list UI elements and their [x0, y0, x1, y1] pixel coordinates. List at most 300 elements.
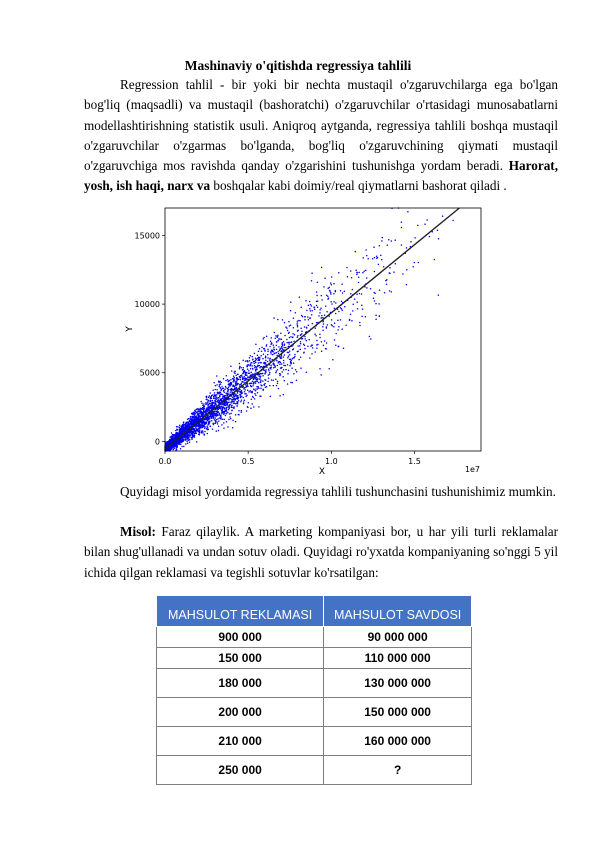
scatter-point	[219, 393, 221, 395]
scatter-point	[438, 238, 440, 240]
scatter-point	[213, 406, 215, 408]
scatter-point	[244, 380, 246, 382]
scatter-point	[193, 435, 195, 437]
intro-paragraph	[84, 75, 558, 197]
scatter-point	[277, 351, 279, 353]
scatter-point	[232, 420, 234, 422]
scatter-point	[369, 336, 371, 338]
scatter-point	[241, 396, 243, 398]
scatter-point	[330, 301, 332, 303]
scatter-point	[220, 418, 222, 420]
scatter-point	[258, 386, 260, 388]
scatter-point	[381, 259, 383, 261]
scatter-point	[262, 389, 264, 391]
scatter-point	[267, 357, 269, 359]
scatter-point	[375, 319, 377, 321]
scatter-point	[308, 339, 310, 341]
scatter-point	[261, 347, 263, 349]
scatter-point	[255, 343, 257, 345]
scatter-point	[241, 399, 243, 401]
scatter-point	[287, 383, 289, 385]
scatter-point	[297, 335, 299, 337]
scatter-point	[288, 321, 290, 323]
scatter-point	[281, 347, 283, 349]
scatter-point	[208, 423, 210, 425]
scatter-point	[184, 428, 186, 430]
scatter-point	[248, 402, 250, 404]
scatter-point	[240, 391, 242, 393]
scatter-point	[180, 426, 182, 428]
scatter-point	[214, 394, 216, 396]
scatter-point	[186, 425, 188, 427]
scatter-point	[373, 298, 375, 300]
scatter-point	[231, 400, 233, 402]
scatter-point	[213, 402, 215, 404]
scatter-point	[209, 395, 211, 397]
scatter-point	[301, 333, 303, 335]
scatter-point	[374, 271, 376, 273]
scatter-point	[183, 446, 185, 448]
scatter-point	[333, 301, 335, 303]
scatter-point	[222, 406, 224, 408]
scatter-point	[240, 401, 242, 403]
scatter-point	[310, 304, 312, 306]
scatter-point	[273, 347, 275, 349]
scatter-point	[249, 383, 251, 385]
scatter-point	[281, 357, 283, 359]
scatter-point	[236, 387, 238, 389]
scatter-point	[281, 346, 283, 348]
scatter-point	[406, 284, 408, 286]
scatter-point	[340, 290, 342, 292]
scatter-point	[222, 396, 224, 398]
table-row	[157, 698, 472, 727]
scatter-point	[178, 442, 180, 444]
scatter-point	[290, 301, 292, 303]
scatter-point	[291, 341, 293, 343]
scatter-point	[321, 299, 323, 301]
scatter-point	[414, 237, 416, 239]
scatter-point	[202, 411, 204, 413]
scatter-point	[241, 411, 243, 413]
scatter-point	[283, 356, 285, 358]
scatter-point	[269, 373, 271, 375]
scatter-point	[293, 362, 295, 364]
scatter-point	[235, 395, 237, 397]
scatter-point	[274, 365, 276, 367]
scatter-point	[333, 326, 335, 328]
scatter-point	[217, 411, 219, 413]
scatter-point	[234, 370, 236, 372]
scatter-point	[351, 320, 353, 322]
scatter-point	[391, 291, 393, 293]
scatter-point	[294, 354, 296, 356]
example-intro-paragraph: Quyidagi misol yordamida regressiya tahlili tushunchasini tushunishimiz mumkin.	[120, 484, 556, 499]
scatter-point	[262, 380, 264, 382]
scatter-point	[378, 303, 380, 305]
scatter-point	[263, 338, 265, 340]
scatter-point	[216, 419, 218, 421]
scatter-point	[323, 344, 325, 346]
scatter-point	[182, 440, 184, 442]
scatter-point	[188, 418, 190, 420]
scatter-point	[340, 307, 342, 309]
scatter-point	[211, 412, 213, 414]
scatter-point	[208, 400, 210, 402]
scatter-point	[292, 349, 294, 351]
scatter-point	[226, 375, 228, 377]
scatter-point	[242, 369, 244, 371]
scatter-point	[356, 274, 358, 276]
scatter-point	[200, 409, 202, 411]
cell-advertising: 900 000	[157, 627, 324, 648]
scatter-point	[204, 411, 206, 413]
scatter-point	[285, 369, 287, 371]
scatter-point	[212, 413, 214, 415]
scatter-point	[383, 266, 385, 268]
scatter-point	[224, 419, 226, 421]
scatter-point	[217, 418, 219, 420]
scatter-point	[247, 407, 249, 409]
scatter-point	[190, 419, 192, 421]
scatter-point	[179, 428, 181, 430]
scatter-point	[218, 420, 220, 422]
scatter-point	[188, 435, 190, 437]
scatter-point	[335, 345, 337, 347]
document-title: Mashinaviy o'qitishda regressiya tahlili	[184, 58, 412, 73]
scatter-point	[251, 399, 253, 401]
scatter-point	[239, 384, 241, 386]
scatter-point	[206, 418, 208, 420]
scatter-point	[259, 367, 261, 369]
scatter-point	[247, 364, 249, 366]
scatter-point	[331, 276, 333, 278]
cell-sales: 130 000 000	[324, 669, 472, 698]
scatter-point	[287, 330, 289, 332]
scatter-point	[174, 448, 176, 450]
scatter-point	[199, 411, 201, 413]
scatter-point	[223, 414, 225, 416]
scatter-point	[181, 428, 183, 430]
scatter-point	[179, 434, 181, 436]
scatter-point	[198, 410, 200, 412]
scatter-point	[334, 339, 336, 341]
scatter-point	[300, 327, 302, 329]
scatter-point	[300, 343, 302, 345]
scatter-point	[224, 408, 226, 410]
scatter-point	[171, 432, 173, 434]
scatter-point	[225, 386, 227, 388]
scatter-point	[259, 365, 261, 367]
scatter-point	[363, 270, 365, 272]
scatter-point	[231, 410, 233, 412]
scatter-point	[366, 277, 368, 279]
scatter-point	[183, 426, 185, 428]
scatter-point	[255, 381, 257, 383]
scatter-point	[272, 351, 274, 353]
scatter-point	[173, 448, 175, 450]
scatter-point	[327, 324, 329, 326]
scatter-point	[273, 363, 275, 365]
scatter-point	[169, 442, 171, 444]
scatter-point	[292, 333, 294, 335]
scatter-point	[271, 366, 273, 368]
x-tick-label: 0.0	[158, 457, 172, 466]
scatter-point	[235, 383, 237, 385]
scatter-point	[251, 362, 253, 364]
scatter-point	[267, 350, 269, 352]
scatter-point	[229, 385, 231, 387]
scatter-point	[179, 442, 181, 444]
scatter-point	[225, 413, 227, 415]
scatter-point	[258, 406, 260, 408]
scatter-point	[255, 370, 257, 372]
scatter-point	[276, 370, 278, 372]
x-axis-label: X	[318, 467, 326, 477]
scatter-point	[256, 367, 257, 369]
scatter-point	[200, 401, 202, 403]
scatter-point	[388, 272, 390, 274]
scatter-point	[297, 345, 299, 347]
scatter-point	[341, 310, 343, 312]
scatter-point	[277, 319, 279, 321]
scatter-point	[288, 352, 290, 354]
scatter-point	[214, 419, 216, 421]
scatter-point	[224, 392, 226, 394]
scatter-point	[247, 376, 249, 378]
scatter-point	[223, 422, 225, 424]
scatter-point	[259, 357, 261, 359]
scatter-point	[296, 371, 298, 373]
scatter-point	[367, 258, 369, 260]
scatter-point	[201, 413, 203, 415]
scatter-point	[224, 405, 226, 407]
scatter-point	[225, 380, 227, 382]
scatter-point	[255, 382, 257, 384]
scatter-point	[183, 421, 185, 423]
scatter-point	[280, 332, 282, 334]
scatter-point	[218, 400, 220, 402]
scatter-point	[228, 419, 230, 421]
scatter-point	[249, 372, 251, 374]
scatter-point	[196, 441, 198, 443]
scatter-point	[192, 429, 194, 431]
scatter-point	[247, 379, 249, 381]
scatter-point	[230, 413, 232, 415]
scatter-point	[310, 310, 312, 312]
scatter-point	[329, 287, 331, 289]
scatter-point	[388, 239, 390, 241]
scatter-point	[266, 345, 268, 347]
scatter-point	[217, 408, 219, 410]
scatter-point	[355, 251, 357, 253]
scatter-point	[300, 341, 302, 343]
scatter-point	[257, 360, 259, 362]
scatter-point	[265, 355, 267, 357]
scatter-point	[273, 317, 275, 319]
scatter-point	[374, 293, 376, 295]
scatter-point	[330, 292, 332, 294]
scatter-point	[173, 446, 175, 448]
scatter-point	[391, 240, 393, 242]
scatter-point	[342, 292, 344, 294]
scatter-point	[263, 337, 265, 339]
scatter-point	[297, 320, 299, 322]
scatter-point	[218, 430, 220, 432]
scatter-point	[175, 435, 177, 437]
scatter-point	[199, 430, 201, 432]
scatter-point	[338, 311, 340, 313]
scatter-point	[180, 440, 182, 442]
scatter-point	[381, 240, 383, 242]
scatter-point	[197, 417, 199, 419]
scatter-point	[316, 301, 318, 303]
scatter-point	[297, 330, 299, 332]
scatter-point	[256, 380, 258, 382]
scatter-point	[238, 390, 240, 392]
scatter-point	[289, 350, 291, 352]
scatter-point	[328, 368, 330, 370]
scatter-point	[318, 315, 320, 317]
scatter-point	[214, 400, 216, 402]
scatter-point	[255, 361, 257, 363]
scatter-point	[232, 381, 234, 383]
scatter-point	[202, 409, 204, 411]
scatter-point	[401, 221, 403, 223]
example-label: Misol:	[120, 524, 156, 539]
scatter-point	[204, 431, 206, 433]
scatter-point	[253, 379, 255, 381]
scatter-point	[207, 402, 209, 404]
scatter-point	[311, 305, 313, 307]
scatter-point	[246, 385, 248, 387]
scatter-point	[275, 337, 277, 339]
scatter-point	[230, 379, 232, 381]
scatter-point	[302, 338, 304, 340]
scatter-point	[269, 385, 271, 387]
scatter-point	[316, 305, 318, 307]
scatter-point	[185, 422, 187, 424]
scatter-point	[237, 383, 239, 385]
scatter-point	[297, 336, 299, 338]
scatter-points	[164, 207, 454, 452]
scatter-point	[202, 430, 204, 432]
scatter-point	[250, 364, 252, 366]
scatter-point	[259, 348, 261, 350]
scatter-point	[237, 392, 239, 394]
scatter-point	[176, 432, 178, 434]
scatter-point	[330, 282, 332, 284]
cell-sales: ?	[324, 756, 472, 785]
scatter-point	[304, 319, 306, 321]
scatter-point	[237, 403, 239, 405]
scatter-point	[176, 447, 178, 449]
scatter-point	[277, 340, 279, 342]
scatter-point	[219, 395, 221, 397]
scatter-point	[250, 355, 252, 357]
scatter-point	[308, 324, 310, 326]
scatter-point	[237, 374, 239, 376]
scatter-point	[285, 347, 287, 349]
scatter-point	[319, 337, 321, 339]
scatter-point	[319, 333, 321, 335]
scatter-point	[226, 404, 228, 406]
scatter-point	[311, 310, 313, 312]
scatter-point	[288, 333, 290, 335]
scatter-point	[310, 317, 312, 319]
scatter-point	[191, 430, 193, 432]
scatter-point	[211, 416, 213, 418]
scatter-point	[385, 280, 387, 282]
scatter-point	[257, 378, 259, 380]
scatter-point	[241, 410, 243, 412]
scatter-point	[279, 338, 281, 340]
scatter-point	[179, 426, 181, 428]
scatter-point	[330, 293, 332, 295]
scatter-point	[301, 315, 303, 317]
scatter-point	[366, 255, 368, 257]
scatter-point	[266, 336, 268, 338]
scatter-point	[205, 402, 207, 404]
scatter-point	[231, 406, 233, 408]
scatter-point	[376, 256, 378, 257]
scatter-point	[227, 388, 229, 390]
scatter-point	[260, 387, 262, 389]
scatter-point	[211, 401, 213, 403]
scatter-point	[438, 294, 440, 296]
scatter-point	[223, 390, 225, 392]
scatter-point	[294, 334, 296, 336]
scatter-point	[215, 421, 217, 423]
scatter-point	[268, 368, 270, 370]
scatter-point	[349, 320, 351, 322]
scatter-point	[228, 402, 230, 404]
scatter-point	[335, 313, 337, 315]
scatter-point	[207, 403, 209, 405]
scatter-point	[285, 365, 287, 367]
scatter-point	[189, 441, 191, 443]
scatter-point	[169, 440, 171, 442]
scatter-point	[293, 357, 295, 359]
scatter-point	[214, 411, 216, 413]
scatter-point	[192, 414, 194, 416]
scatter-point	[264, 379, 266, 381]
scatter-point	[186, 428, 188, 430]
scatter-point	[212, 423, 214, 425]
scatter-point	[300, 367, 302, 369]
scatter-point	[244, 391, 246, 393]
scatter-point	[284, 380, 286, 382]
scatter-point	[250, 407, 252, 409]
scatter-point	[191, 437, 193, 439]
scatter-point	[279, 348, 281, 350]
scatter-point	[264, 384, 266, 386]
scatter-point	[307, 345, 309, 347]
scatter-point	[346, 267, 348, 269]
scatter-point	[414, 262, 416, 264]
scatter-point	[187, 442, 189, 444]
scatter-point	[177, 429, 179, 431]
scatter-point	[217, 407, 219, 409]
scatter-point	[226, 421, 228, 423]
scatter-point	[276, 341, 278, 343]
scatter-point	[311, 280, 313, 282]
cell-advertising: 210 000	[157, 727, 324, 756]
scatter-point	[215, 415, 217, 417]
scatter-point	[222, 419, 224, 421]
scatter-point	[319, 368, 321, 370]
scatter-point	[287, 352, 289, 354]
